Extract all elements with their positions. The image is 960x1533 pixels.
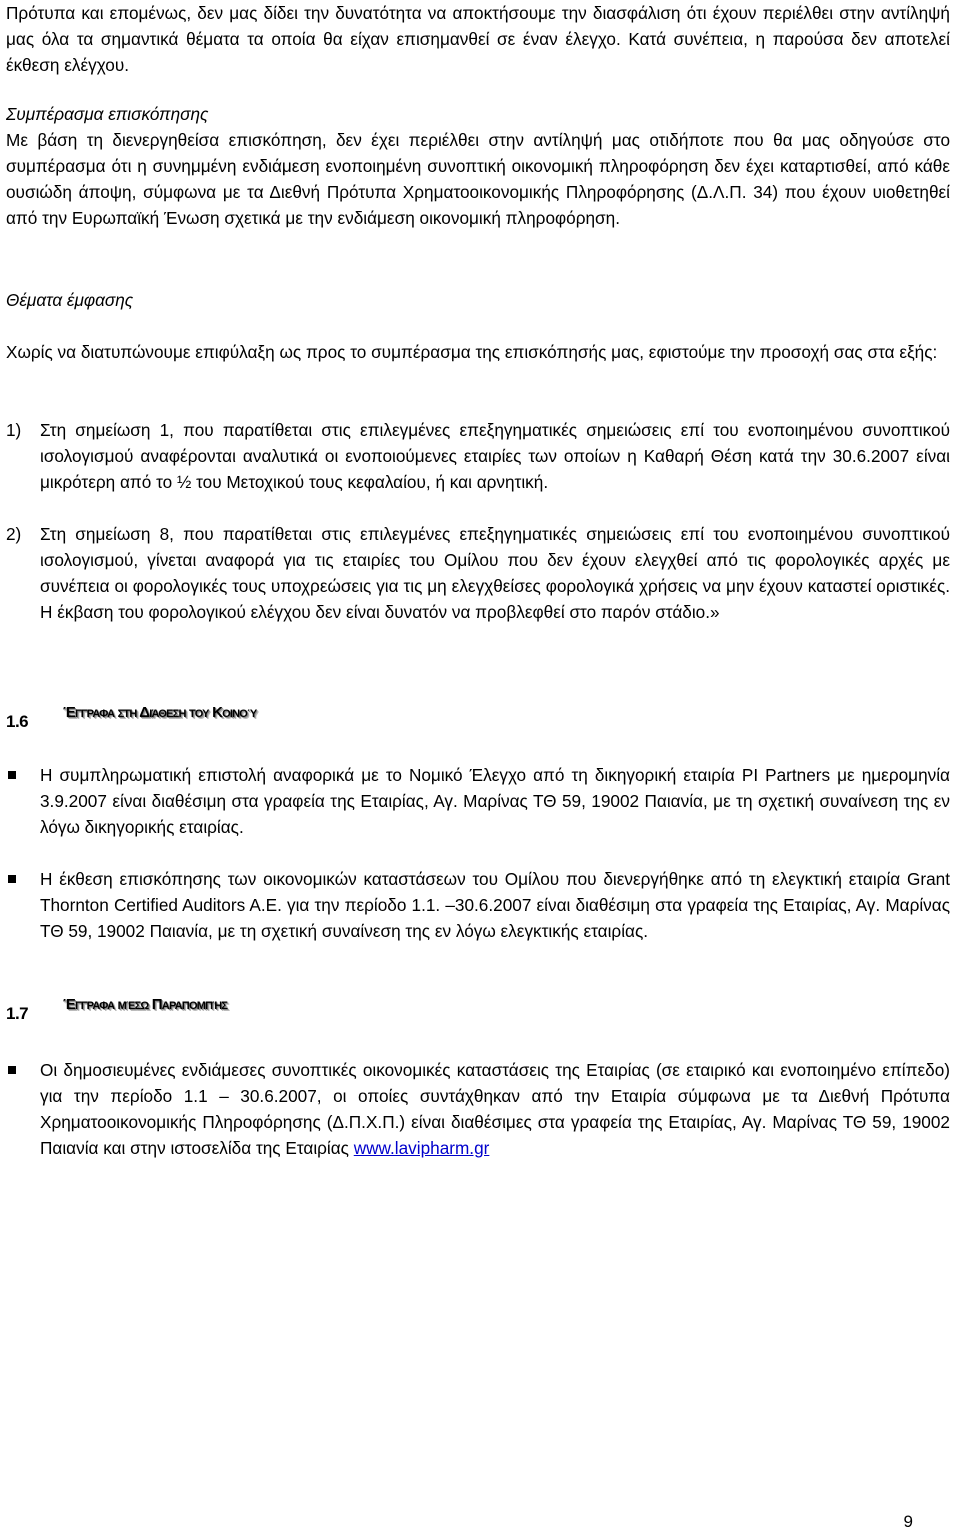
item-number: 2) [6,524,22,544]
square-bullet-icon [8,875,16,883]
emphasis-intro-paragraph: Χωρίς να διατυπώνουμε επιφύλαξη ως προς το συμπέρασμα της επισκόπησής μας, εφιστούμε την προσοχή σας στα εξής: [6,342,938,362]
bullet-item [6,1057,950,1161]
bullet-text: Η συμπληρωματική επιστολή αναφορικά με το Νομικό Έλεγχο από τη δικηγορική εταιρία PI Partners με ημερομηνία 3.9.2007 είναι διαθέσιμη στα γραφεία της Εταιρίας, Αγ. Μαρίνας ΤΘ 59, 19002 Παιανία, με τη σχετική συναίνεση της εν λόγω δικηγορικής εταιρίας. [40,765,950,837]
page-number: 9 [903,1512,913,1531]
emphasis-item [6,417,950,495]
square-bullet-icon [8,1066,16,1074]
bullet-item [6,866,950,944]
square-bullet-icon [8,771,16,779]
section-number: 1.6 [6,712,29,731]
bullet-item [6,762,950,840]
section-number: 1.7 [6,1004,29,1023]
section-title: Έγγραφα μέσω Παραπομπής [63,996,228,1013]
review-conclusion-heading: Συμπέρασμα επισκόπησης [6,104,209,124]
section-heading-1-7 [6,996,950,1022]
section-title: Έγγραφα στη Διάθεση του Κοινού [63,704,257,721]
bullet-text-body: Οι δημοσιευμένες ενδιάμεσες συνοπτικές οικονομικές καταστάσεις της Εταιρίας (σε εταιρικό και ενοποιημένο επίπεδο) για την περίοδο 1.1 – 30.6.2007, οι οποίες συντάχθηκαν από την Εταιρία σύμφωνα με τα Διεθνή Πρότυπα Χρηματοοικονομικής Πληροφόρησης (Δ.Π.Χ.Π.) είναι διαθέσιμες στα γραφεία της Εταιρίας, Αγ. Μαρίνας ΤΘ 59, 19002 Παιανία και στην ιστοσελίδα της Εταιρίας [40,1060,950,1158]
website-link[interactable]: www.lavipharm.gr [353,1138,490,1158]
bullet-text: Η έκθεση επισκόπησης των οικονομικών καταστάσεων του Ομίλου που διενεργήθηκε από τη ελεγκτική εταιρία Grant Thornton Certified Auditors A.E. για την περίοδο 1.1. –30.6.2007 είναι διαθέσιμη στα γραφεία της Εταιρίας, Αγ. Μαρίνας ΤΘ 59, 19002 Παιανία, με τη σχετική συναίνεση της εν λόγω ελεγκτικής εταιρίας. [40,869,950,941]
emphasis-heading: Θέματα έμφασης [6,290,134,310]
item-text: Στη σημείωση 8, που παρατίθεται στις επιλεγμένες επεξηγηματικές σημειώσεις επί του ενοποιημένου συνοπτικού ισολογισμού, γίνεται αναφορά για τις εταιρίες του Ομίλου που δεν έχουν ελεγχθεί από τις φορολογικές αρχές με συνέπεια οι φορολογικές τους υποχρεώσεις για τις μη ελεγχθείσες φορολογικά χρήσεις να μην έχουν καταστεί οριστικές. Η έκβαση του φορολογικού ελέγχου δεν είναι δυνατόν να προβλεφθεί στο παρόν στάδιο.» [40,524,950,622]
item-number: 1) [6,420,22,440]
intro-paragraph: Πρότυπα και επομένως, δεν μας δίδει την δυνατότητα να αποκτήσουμε την διασφάλιση ότι έχουν περιέλθει στην αντίληψή μας όλα τα σημαντικά θέματα τα οποία θα είχαν επισημανθεί σε έναν έλεγχο. Κατά συνέπεια, η παρούσα δεν αποτελεί έκθεση ελέγχου. [6,3,950,75]
emphasis-item [6,521,950,625]
section-heading-1-6 [6,704,950,730]
review-conclusion-paragraph: Με βάση τη διενεργηθείσα επισκόπηση, δεν έχει περιέλθει στην αντίληψή μας οτιδήποτε που θα μας οδηγούσε στο συμπέρασμα ότι η συνημμένη ενδιάμεση ενοποιημένη συνοπτική οικονομική πληροφόρηση δεν έχει καταρτισθεί, από κάθε ουσιώδη άποψη, σύμφωνα με τα Διεθνή Πρότυπα Χρηματοοικονομικής Πληροφόρησης (Δ.Λ.Π. 34) που έχουν υιοθετηθεί από την Ευρωπαϊκή Ένωση σχετικά με την ενδιάμεση οικονομική πληροφόρηση. [6,130,950,228]
item-text: Στη σημείωση 1, που παρατίθεται στις επιλεγμένες επεξηγηματικές σημειώσεις επί του ενοποιημένου συνοπτικού ισολογισμού αναφέρονται αναλυτικά οι ενοποιούμενες εταιρίες των οποίων η Καθαρή Θέση κατά την 30.6.2007 είναι μικρότερη από το ½ του Μετοχικού τους κεφαλαίου, ή και αρνητική. [40,420,950,492]
bullet-text [40,1057,950,1161]
